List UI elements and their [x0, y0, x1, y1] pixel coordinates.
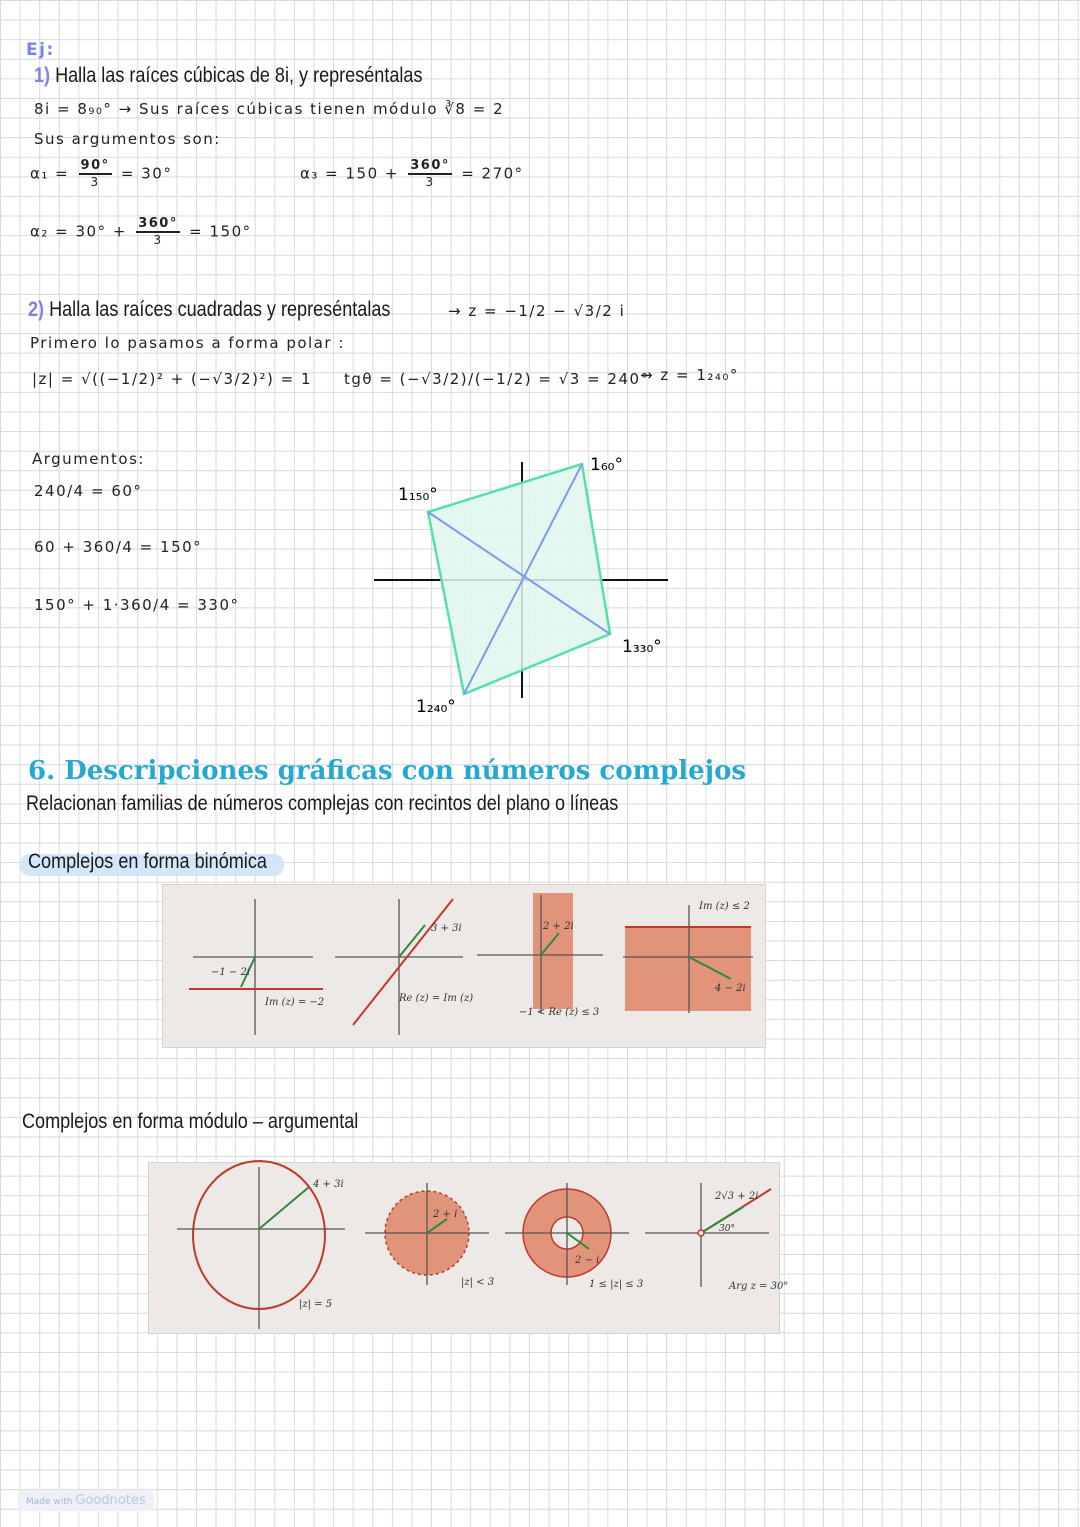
alpha2-rhs: = 150°	[189, 222, 252, 241]
modarg-heading: Complejos en forma módulo – argumental	[22, 1110, 359, 1133]
problem2-heading	[28, 298, 390, 322]
alpha2-lhs: α₂ = 30° +	[30, 222, 127, 241]
alpha1-fraction	[79, 158, 112, 190]
problem1-number: 1)	[34, 64, 51, 87]
example-label: Ej:	[26, 40, 55, 60]
section6-subtitle: Relacionan familias de números complejas con recintos del plano o líneas	[26, 792, 619, 815]
alpha1-rhs: = 30°	[120, 164, 173, 183]
alpha2-numerator: 360°	[138, 216, 178, 231]
modarg-label-9: Arg z = 30°	[729, 1281, 789, 1292]
problem2-line1: Primero lo pasamos a forma polar :	[30, 334, 345, 352]
alpha1-denominator: 3	[90, 175, 100, 189]
root-label-240: 1₂₄₀°	[416, 697, 456, 717]
root-label-150: 1₁₅₀°	[398, 485, 438, 505]
section6-title: 6. Descripciones gráficas con números complejos	[28, 756, 747, 786]
binomic-label-1: −1 − 2i	[211, 967, 251, 978]
made-with-text: Made with	[26, 1497, 73, 1507]
binomic-label-6: −1 < Re (z) ≤ 3	[519, 1007, 600, 1018]
alpha2-fraction	[136, 216, 180, 248]
roots-square	[428, 464, 610, 694]
modarg-figure	[148, 1162, 789, 1334]
alpha3-denominator: 3	[425, 175, 435, 189]
made-with-badge	[18, 1490, 154, 1511]
roots-diagram	[360, 440, 720, 730]
binomic-label-2: Im (z) = −2	[265, 997, 325, 1008]
alpha3-fraction	[408, 158, 452, 190]
problem2-number: 2)	[28, 298, 45, 321]
modarg-label-3: 2 + i	[433, 1209, 458, 1220]
alpha1-lhs: α₁ =	[30, 164, 70, 183]
alpha2-denominator: 3	[153, 233, 163, 247]
modarg-label-8: 30°	[719, 1224, 735, 1234]
alpha1-numerator: 90°	[80, 158, 110, 173]
binomic-label-5: 2 + 2i	[543, 921, 574, 932]
problem1-line2: Sus argumentos son:	[34, 130, 221, 148]
root-label-330: 1₃₃₀°	[622, 637, 662, 657]
tangent-equation: tgθ = (−√3/2)/(−1/2) = √3 = 240°	[344, 370, 650, 388]
problem1-line1: 8i = 8₉₀° → Sus raíces cúbicas tienen módulo ∛8 = 2	[34, 100, 505, 118]
binomic-figure	[162, 884, 766, 1048]
binomic-label-8: 4 − 2i	[715, 983, 746, 994]
argument-1: 240/4 = 60°	[34, 482, 143, 500]
goodnotes-logo: Goodnotes	[75, 1493, 146, 1508]
argument-2: 60 + 360/4 = 150°	[34, 538, 203, 556]
modarg-label-6: 1 ≤ |z| ≤ 3	[589, 1279, 644, 1290]
alpha3-lhs: α₃ = 150 +	[300, 164, 399, 183]
problem2-z-expression: → z = −1/2 − √3/2 i	[448, 302, 626, 320]
alpha3-equation	[300, 158, 524, 190]
modarg-label-2: |z| = 5	[299, 1299, 333, 1310]
modarg-label-5: 2 − i	[575, 1255, 600, 1266]
alpha1-equation	[30, 158, 172, 190]
arguments-label: Argumentos:	[32, 450, 145, 468]
argument-3: 150° + 1·360/4 = 330°	[34, 596, 240, 614]
problem1-heading	[34, 64, 423, 88]
modarg-label-7: 2√3 + 2i	[715, 1191, 759, 1202]
binomic-heading: Complejos en forma binómica	[28, 850, 267, 873]
modulus-equation: |z| = √((−1/2)² + (−√3/2)²) = 1	[32, 370, 313, 388]
alpha3-numerator: 360°	[410, 158, 450, 173]
modarg-label-4: |z| < 3	[461, 1277, 495, 1288]
binomic-label-7: Im (z) ≤ 2	[699, 901, 750, 912]
alpha2-equation	[30, 216, 252, 248]
alpha3-rhs: = 270°	[461, 164, 524, 183]
polar-result: → z = 1₂₄₀°	[640, 366, 739, 384]
problem1-title: Halla las raíces cúbicas de 8i, y represéntalas	[55, 64, 423, 87]
root-label-60: 1₆₀°	[590, 455, 623, 475]
binomic-label-4: Re (z) = Im (z)	[399, 993, 474, 1004]
problem2-title: Halla las raíces cuadradas y represéntalas	[49, 298, 391, 321]
modarg-label-1: 4 + 3i	[313, 1179, 344, 1190]
binomic-label-3: 3 + 3i	[431, 923, 462, 934]
